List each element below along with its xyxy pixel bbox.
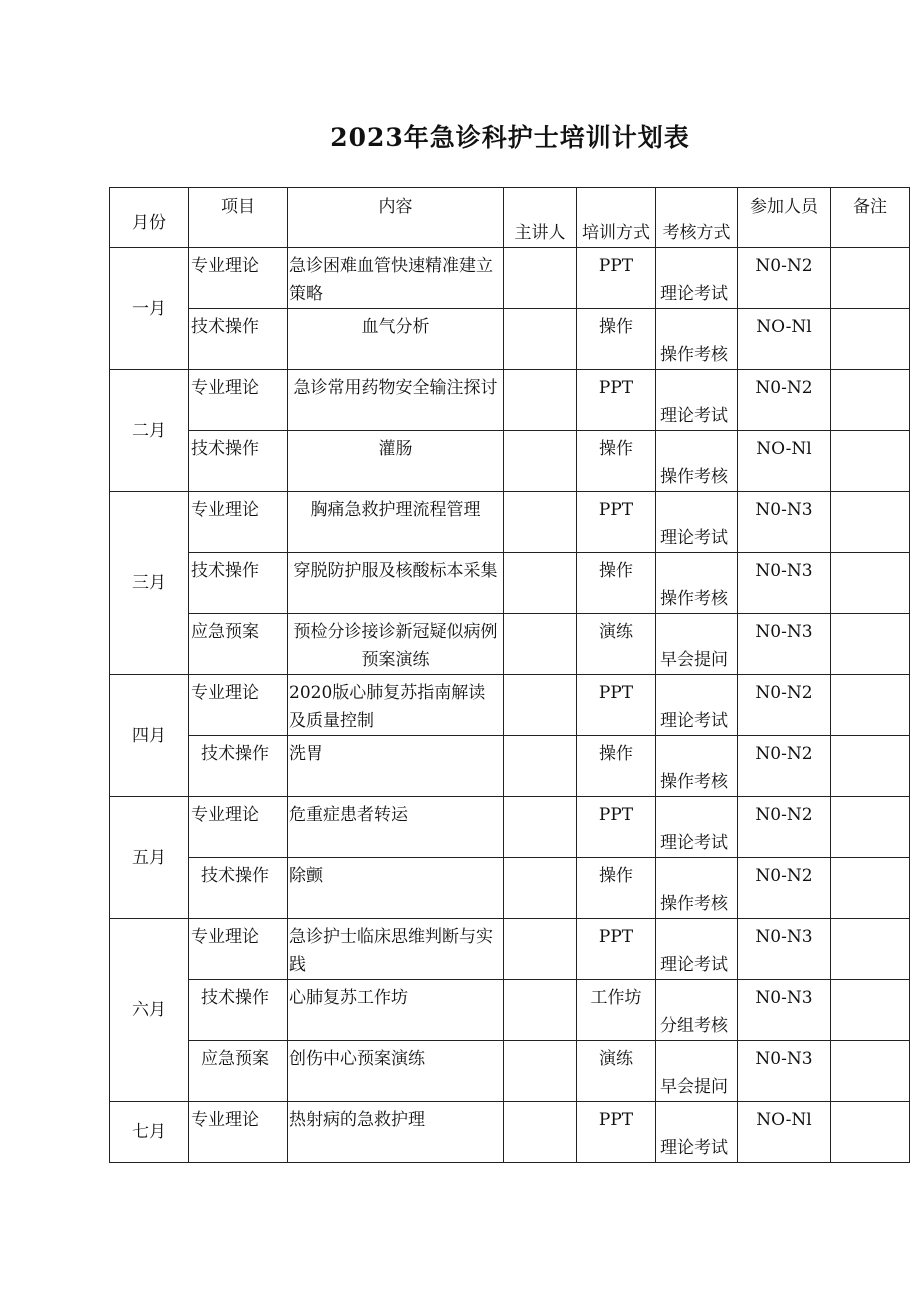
method-cell: PPT <box>577 1102 656 1163</box>
exam-cell: 分组考核 <box>656 980 738 1041</box>
page-title: 2023年急诊科护士培训计划表 <box>330 123 690 152</box>
content-cell: 急诊困难血管快速精准建立策略 <box>288 248 504 309</box>
speaker-cell <box>504 553 577 614</box>
content-cell: 洗胃 <box>288 736 504 797</box>
table-row <box>110 797 910 858</box>
participants-cell: N0-N2 <box>738 736 831 797</box>
participants-cell: NO-Nl <box>738 431 831 492</box>
exam-cell: 操作考核 <box>656 553 738 614</box>
month-cell: 五月 <box>110 797 189 919</box>
exam-cell: 理论考试 <box>656 248 738 309</box>
table-row <box>110 919 910 980</box>
method-cell: PPT <box>577 919 656 980</box>
project-cell: 技术操作 <box>189 858 288 919</box>
method-cell: PPT <box>577 492 656 553</box>
speaker-cell <box>504 797 577 858</box>
notes-cell <box>831 980 910 1041</box>
month-cell: 六月 <box>110 919 189 1102</box>
method-cell: 操作 <box>577 553 656 614</box>
exam-cell: 理论考试 <box>656 797 738 858</box>
project-cell: 技术操作 <box>189 553 288 614</box>
project-cell: 应急预案 <box>189 1041 288 1102</box>
method-cell: PPT <box>577 370 656 431</box>
participants-cell: N0-N3 <box>738 492 831 553</box>
participants-cell: N0-N2 <box>738 675 831 736</box>
method-cell: 演练 <box>577 1041 656 1102</box>
month-cell: 四月 <box>110 675 189 797</box>
table-row <box>110 736 910 797</box>
table-row <box>110 553 910 614</box>
month-cell: 三月 <box>110 492 189 675</box>
exam-cell: 理论考试 <box>656 492 738 553</box>
speaker-cell <box>504 370 577 431</box>
content-cell: 心肺复苏工作坊 <box>288 980 504 1041</box>
speaker-cell <box>504 1102 577 1163</box>
content-cell: 穿脱防护服及核酸标本采集 <box>288 553 504 614</box>
table-row <box>110 309 910 370</box>
table-row <box>110 980 910 1041</box>
notes-cell <box>831 431 910 492</box>
speaker-cell <box>504 736 577 797</box>
method-cell: 演练 <box>577 614 656 675</box>
speaker-cell <box>504 919 577 980</box>
exam-cell: 理论考试 <box>656 919 738 980</box>
project-cell: 技术操作 <box>189 736 288 797</box>
exam-cell: 早会提问 <box>656 614 738 675</box>
content-cell: 血气分析 <box>288 309 504 370</box>
participants-cell: N0-N3 <box>738 919 831 980</box>
exam-cell: 早会提问 <box>656 1041 738 1102</box>
header-participants: 参加人员 <box>738 188 831 248</box>
notes-cell <box>831 1041 910 1102</box>
table-row <box>110 614 910 675</box>
content-cell: 2020版心肺复苏指南解读及质量控制 <box>288 675 504 736</box>
speaker-cell <box>504 1041 577 1102</box>
project-cell: 专业理论 <box>189 1102 288 1163</box>
header-method: 培训方式 <box>577 188 656 248</box>
project-cell: 技术操作 <box>189 309 288 370</box>
content-cell: 急诊护士临床思维判断与实践 <box>288 919 504 980</box>
content-cell: 创伤中心预案演练 <box>288 1041 504 1102</box>
notes-cell <box>831 492 910 553</box>
speaker-cell <box>504 431 577 492</box>
month-cell: 二月 <box>110 370 189 492</box>
speaker-cell <box>504 492 577 553</box>
exam-cell: 理论考试 <box>656 675 738 736</box>
speaker-cell <box>504 675 577 736</box>
table-row <box>110 1041 910 1102</box>
month-cell: 一月 <box>110 248 189 370</box>
header-notes: 备注 <box>831 188 910 248</box>
project-cell: 专业理论 <box>189 675 288 736</box>
project-cell: 应急预案 <box>189 614 288 675</box>
exam-cell: 操作考核 <box>656 309 738 370</box>
content-cell: 灌肠 <box>288 431 504 492</box>
project-cell: 技术操作 <box>189 431 288 492</box>
table-row <box>110 675 910 736</box>
speaker-cell <box>504 248 577 309</box>
method-cell: PPT <box>577 675 656 736</box>
method-cell: 操作 <box>577 431 656 492</box>
speaker-cell <box>504 858 577 919</box>
participants-cell: N0-N2 <box>738 370 831 431</box>
header-speaker: 主讲人 <box>504 188 577 248</box>
header-project: 项目 <box>189 188 288 248</box>
exam-cell: 操作考核 <box>656 858 738 919</box>
notes-cell <box>831 370 910 431</box>
exam-cell: 理论考试 <box>656 1102 738 1163</box>
table-row <box>110 370 910 431</box>
method-cell: PPT <box>577 248 656 309</box>
participants-cell: N0-N3 <box>738 553 831 614</box>
notes-cell <box>831 248 910 309</box>
table-row <box>110 492 910 553</box>
project-cell: 专业理论 <box>189 919 288 980</box>
notes-cell <box>831 919 910 980</box>
exam-cell: 操作考核 <box>656 736 738 797</box>
notes-cell <box>831 797 910 858</box>
speaker-cell <box>504 309 577 370</box>
month-cell: 七月 <box>110 1102 189 1163</box>
notes-cell <box>831 614 910 675</box>
content-cell: 胸痛急救护理流程管理 <box>288 492 504 553</box>
participants-cell: N0-N3 <box>738 1041 831 1102</box>
table-row <box>110 431 910 492</box>
project-cell: 技术操作 <box>189 980 288 1041</box>
training-plan-table <box>109 187 910 1163</box>
content-cell: 预检分诊接诊新冠疑似病例预案演练 <box>288 614 504 675</box>
participants-cell: N0-N3 <box>738 980 831 1041</box>
method-cell: 操作 <box>577 736 656 797</box>
header-exam: 考核方式 <box>656 188 738 248</box>
table-header-row <box>110 188 910 248</box>
header-month: 月份 <box>110 188 189 248</box>
notes-cell <box>831 1102 910 1163</box>
participants-cell: N0-N2 <box>738 248 831 309</box>
method-cell: PPT <box>577 797 656 858</box>
content-cell: 急诊常用药物安全输注探讨 <box>288 370 504 431</box>
notes-cell <box>831 675 910 736</box>
participants-cell: N0-N3 <box>738 614 831 675</box>
notes-cell <box>831 553 910 614</box>
notes-cell <box>831 736 910 797</box>
participants-cell: N0-N2 <box>738 858 831 919</box>
method-cell: 操作 <box>577 858 656 919</box>
method-cell: 工作坊 <box>577 980 656 1041</box>
method-cell: 操作 <box>577 309 656 370</box>
notes-cell <box>831 309 910 370</box>
content-cell: 热射病的急救护理 <box>288 1102 504 1163</box>
project-cell: 专业理论 <box>189 797 288 858</box>
participants-cell: NO-Nl <box>738 309 831 370</box>
project-cell: 专业理论 <box>189 492 288 553</box>
content-cell: 除颤 <box>288 858 504 919</box>
exam-cell: 理论考试 <box>656 370 738 431</box>
project-cell: 专业理论 <box>189 248 288 309</box>
exam-cell: 操作考核 <box>656 431 738 492</box>
project-cell: 专业理论 <box>189 370 288 431</box>
speaker-cell <box>504 980 577 1041</box>
header-content: 内容 <box>288 188 504 248</box>
table-row <box>110 858 910 919</box>
table-row <box>110 1102 910 1163</box>
participants-cell: N0-N2 <box>738 797 831 858</box>
table-row <box>110 248 910 309</box>
speaker-cell <box>504 614 577 675</box>
content-cell: 危重症患者转运 <box>288 797 504 858</box>
notes-cell <box>831 858 910 919</box>
participants-cell: NO-Nl <box>738 1102 831 1163</box>
